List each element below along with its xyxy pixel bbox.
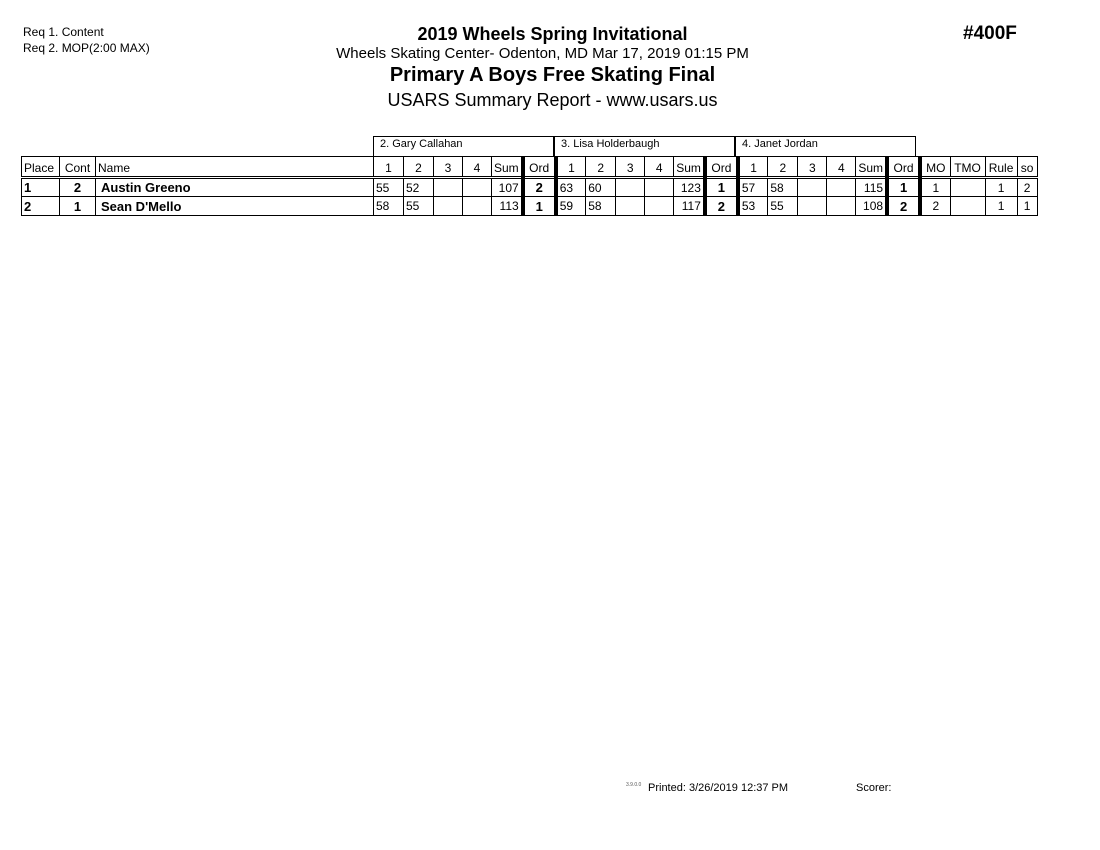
location-datetime: Wheels Skating Center- Odenton, MD Mar 17, 2019 01:15 PM [336, 45, 749, 62]
col-mo: MO [920, 157, 950, 178]
score [645, 178, 674, 197]
col-j3-2: 2 [768, 157, 798, 178]
col-j1-sum: Sum [492, 157, 523, 178]
score [798, 178, 827, 197]
skater-name: Sean D'Mello [96, 197, 374, 216]
so: 2 [1017, 178, 1037, 197]
cont: 2 [60, 178, 96, 197]
col-j2-4: 4 [645, 157, 674, 178]
ordinal: 2 [705, 197, 738, 216]
col-j1-ord: Ord [523, 157, 556, 178]
judge-header-2: 3. Lisa Holderbaugh [554, 136, 735, 156]
requirement-2: Req 2. MOP(2:00 MAX) [23, 41, 150, 55]
event-code: #400F [963, 23, 1017, 44]
sum: 117 [674, 197, 705, 216]
col-place: Place [22, 157, 60, 178]
tmo [950, 178, 985, 197]
cont: 1 [60, 197, 96, 216]
sum: 115 [856, 178, 887, 197]
score: 63 [556, 178, 586, 197]
ordinal: 1 [705, 178, 738, 197]
tmo [950, 197, 985, 216]
col-j2-3: 3 [616, 157, 645, 178]
sum: 108 [856, 197, 887, 216]
report-title: USARS Summary Report - www.usars.us [387, 90, 718, 110]
score: 58 [768, 178, 798, 197]
ordinal: 2 [887, 197, 920, 216]
so: 1 [1017, 197, 1037, 216]
col-j1-1: 1 [374, 157, 404, 178]
scorer-label: Scorer: [856, 782, 892, 794]
col-j1-3: 3 [434, 157, 463, 178]
col-j3-3: 3 [798, 157, 827, 178]
printed-timestamp: Printed: 3/26/2019 12:37 PM [648, 782, 789, 794]
col-cont: Cont [60, 157, 96, 178]
score [434, 197, 463, 216]
col-j3-4: 4 [827, 157, 856, 178]
score [827, 178, 856, 197]
header-row [22, 157, 1038, 178]
score: 55 [374, 178, 404, 197]
score [645, 197, 674, 216]
score: 58 [374, 197, 404, 216]
score [463, 197, 492, 216]
score: 58 [586, 197, 616, 216]
col-j3-1: 1 [738, 157, 768, 178]
ordinal: 1 [887, 178, 920, 197]
score [463, 178, 492, 197]
score: 55 [768, 197, 798, 216]
score: 60 [586, 178, 616, 197]
ordinal: 1 [523, 197, 556, 216]
col-rule: Rule [985, 157, 1017, 178]
col-j2-2: 2 [586, 157, 616, 178]
score: 59 [556, 197, 586, 216]
score [827, 197, 856, 216]
col-j1-2: 2 [404, 157, 434, 178]
results-table [21, 156, 1038, 216]
requirement-1: Req 1. Content [23, 25, 104, 39]
event-title: 2019 Wheels Spring Invitational [417, 24, 688, 44]
table-row [22, 178, 1038, 197]
col-so: so [1017, 157, 1037, 178]
rule: 1 [985, 178, 1017, 197]
col-j2-sum: Sum [674, 157, 705, 178]
col-j2-1: 1 [556, 157, 586, 178]
version-label: 3.9.0.0 [626, 782, 642, 788]
sum: 123 [674, 178, 705, 197]
score [434, 178, 463, 197]
score [616, 178, 645, 197]
mo: 1 [920, 178, 950, 197]
score [798, 197, 827, 216]
skater-name: Austin Greeno [96, 178, 374, 197]
sum: 107 [492, 178, 523, 197]
col-j3-sum: Sum [856, 157, 887, 178]
score: 57 [738, 178, 768, 197]
place: 2 [22, 197, 60, 216]
ordinal: 2 [523, 178, 556, 197]
col-j2-ord: Ord [705, 157, 738, 178]
score [616, 197, 645, 216]
score: 55 [404, 197, 434, 216]
judge-header-3: 4. Janet Jordan [735, 136, 916, 156]
col-j1-4: 4 [463, 157, 492, 178]
col-tmo: TMO [950, 157, 985, 178]
event-name: Primary A Boys Free Skating Final [389, 64, 716, 86]
col-j3-ord: Ord [887, 157, 920, 178]
rule: 1 [985, 197, 1017, 216]
col-name: Name [96, 157, 374, 178]
place: 1 [22, 178, 60, 197]
table-row [22, 197, 1038, 216]
sum: 113 [492, 197, 523, 216]
judge-header-1: 2. Gary Callahan [373, 136, 554, 156]
score: 52 [404, 178, 434, 197]
mo: 2 [920, 197, 950, 216]
score: 53 [738, 197, 768, 216]
